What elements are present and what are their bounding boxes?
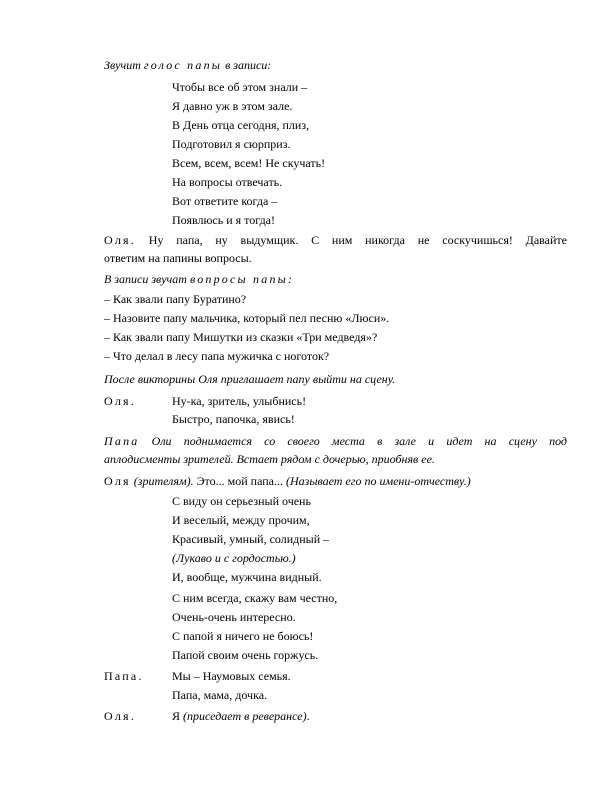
poem-line: Чтобы все об этом знали –: [172, 80, 308, 94]
papa-line: Папа, мама, дочка.: [172, 688, 268, 702]
olya-line: Ну-ка, зритель, улыбнись!: [172, 394, 307, 408]
speaker-papa: Папа.: [104, 669, 144, 683]
speaker-papa: Папа: [104, 434, 140, 448]
olya-intro-line: Оля (зрителям). Это... мой папа... (Называет его по имени-отчеству.): [104, 474, 471, 488]
quiz-question: – Назовите папу мальчика, который пел песню «Люси».: [104, 311, 390, 325]
olya-remark-line: ответим на папины вопросы.: [104, 251, 252, 265]
poem-line: С виду он серьезный очень: [172, 494, 311, 508]
poem-line: В День отца сегодня, плиз,: [172, 118, 310, 132]
olya-remark-line: Оля. Ну папа, ну выдумщик. С ним никогда не соскучишься! Давайте: [104, 233, 567, 247]
speaker-olya: Оля.: [104, 709, 136, 723]
poem-line: С папой я ничего не боюсь!: [172, 629, 314, 643]
poem-line: На вопросы отвечать.: [172, 175, 283, 189]
quiz-question: – Что делал в лесу папа мужичка с ноготок?: [104, 349, 330, 363]
poem-line: И веселый, между прочим,: [172, 513, 310, 527]
poem-line: И, вообще, мужчина видный.: [172, 570, 322, 584]
quiz-question: – Как звали папу Буратино?: [104, 292, 247, 306]
poem-line: Всем, всем, всем! Не скучать!: [172, 156, 326, 170]
olya-curtsy-line: Я (приседает в реверансе).: [172, 709, 310, 723]
papa-line: Мы – Наумовых семья.: [172, 669, 291, 683]
stage-direction-inline: (Лукаво и с гордостью.): [172, 551, 296, 565]
stage-direction-papa-enters: Папа Оли поднимается со своего места в зале и идет на сцену под: [104, 434, 568, 448]
poem-line: Очень-очень интересно.: [172, 610, 296, 624]
speaker-olya: Оля: [104, 474, 131, 488]
stage-direction-questions: В записи звучат вопросы папы:: [104, 272, 295, 286]
stage-direction-papa-voice: Звучит голос папы в записи:: [104, 58, 272, 72]
poem-line: Я давно уж в этом зале.: [172, 99, 293, 113]
poem-line: Красивый, умный, солидный –: [172, 532, 330, 546]
quiz-question: – Как звали папу Мишутки из сказки «Три медведя»?: [104, 330, 378, 344]
poem-line: С ним всегда, скажу вам честно,: [172, 591, 338, 605]
poem-line: Вот ответите когда –: [172, 194, 278, 208]
stage-direction-after-quiz: После викторины Оля приглашает папу выйти на сцену.: [104, 372, 396, 386]
olya-line: Быстро, папочка, явись!: [172, 412, 295, 426]
speaker-olya: Оля.: [104, 233, 136, 247]
poem-line: Появлюсь и я тогда!: [172, 213, 275, 227]
poem-line: Папой своим очень горжусь.: [172, 648, 319, 662]
speaker-olya: Оля.: [104, 394, 136, 408]
poem-line: Подготовил я сюрприз.: [172, 137, 291, 151]
stage-direction-papa-enters-line-2: аплодисменты зрителей. Встает рядом с дочерью, приобняв ее.: [104, 452, 435, 466]
